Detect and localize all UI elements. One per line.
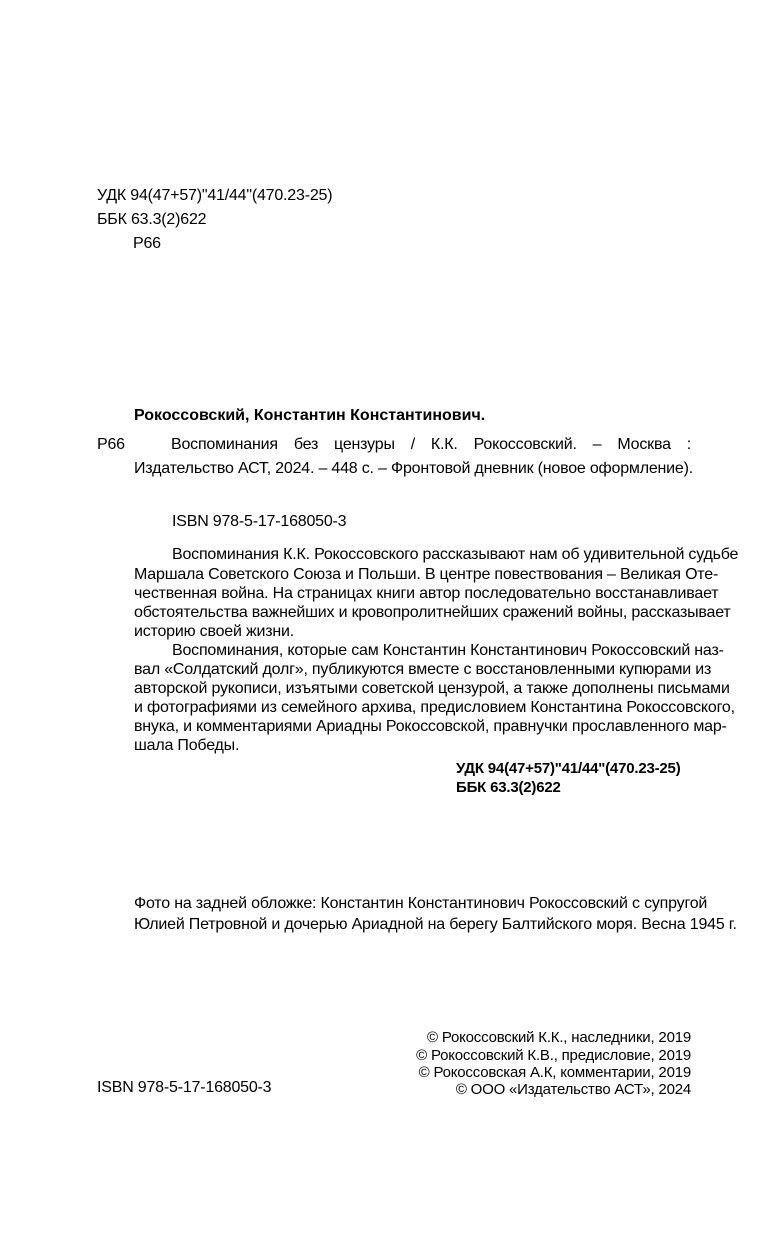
copyright-line: © Рокоссовская А.К, комментарии, 2019: [418, 1064, 691, 1081]
annotation-line: авторской рукописи, изъятыми советской цензурой, а также дополнены письмами: [134, 680, 730, 697]
isbn-bottom: ISBN 978-5-17-168050-3: [97, 1079, 272, 1096]
copyright-line: © Рокоссовский К.В., предисловие, 2019: [416, 1047, 691, 1064]
bib-line-2: Издательство АСТ, 2024. – 448 с. – Фронтовой дневник (новое оформление).: [134, 460, 693, 477]
bbk-code-top: ББК 63.3(2)622: [97, 211, 207, 228]
photo-note-line-2: Юлией Петровной и дочерью Ариадной на берегу Балтийского моря. Весна 1945 г.: [134, 916, 737, 933]
bib-author-mark: Р66: [97, 436, 125, 453]
annotation-line: чественная война. На страницах книги автор последовательно восстанавливает: [134, 585, 719, 602]
annotation-line: шала Победы.: [134, 737, 240, 754]
annotation-line: и фотографиями из семейного архива, предисловием Константина Рокоссовского,: [134, 699, 735, 716]
annotation-line: внука, и комментариями Ариадны Рокоссовской, правнучки прославленного мар-: [134, 718, 727, 735]
annotation-line: Маршала Советского Союза и Польши. В центре повествования – Великая Оте-: [134, 566, 719, 583]
annotation-line: вал «Солдатский долг», публикуются вместе с восстановленными купюрами из: [134, 661, 712, 678]
udk-code-bottom: УДК 94(47+57)"41/44"(470.23-25): [456, 760, 681, 777]
photo-note-line-1: Фото на задней обложке: Константин Константинович Рокоссовский с супругой: [134, 895, 708, 912]
bib-isbn: ISBN 978-5-17-168050-3: [172, 513, 347, 530]
bib-line-1: Воспоминания без цензуры / К.К. Рокоссовский. – Москва :: [171, 436, 691, 453]
bib-heading: Рокоссовский, Константин Константинович.: [134, 407, 486, 424]
annotation-line: Воспоминания К.К. Рокоссовского рассказывают нам об удивительной судьбе: [172, 546, 739, 563]
udk-code-top: УДК 94(47+57)"41/44"(470.23-25): [97, 187, 333, 204]
copyright-line: © Рокоссовский К.К., наследники, 2019: [427, 1029, 691, 1046]
copyright-line: © ООО «Издательство АСТ», 2024: [455, 1081, 691, 1098]
annotation-line: историю своей жизни.: [134, 623, 294, 640]
bbk-code-bottom: ББК 63.3(2)622: [456, 779, 561, 796]
annotation-line: обстоятельства важнейших и кровопролитнейших сражений войны, рассказывает: [134, 604, 731, 621]
author-mark-top: Р66: [133, 235, 161, 252]
annotation-line: Воспоминания, которые сам Константин Константинович Рокоссовский наз-: [172, 642, 724, 659]
